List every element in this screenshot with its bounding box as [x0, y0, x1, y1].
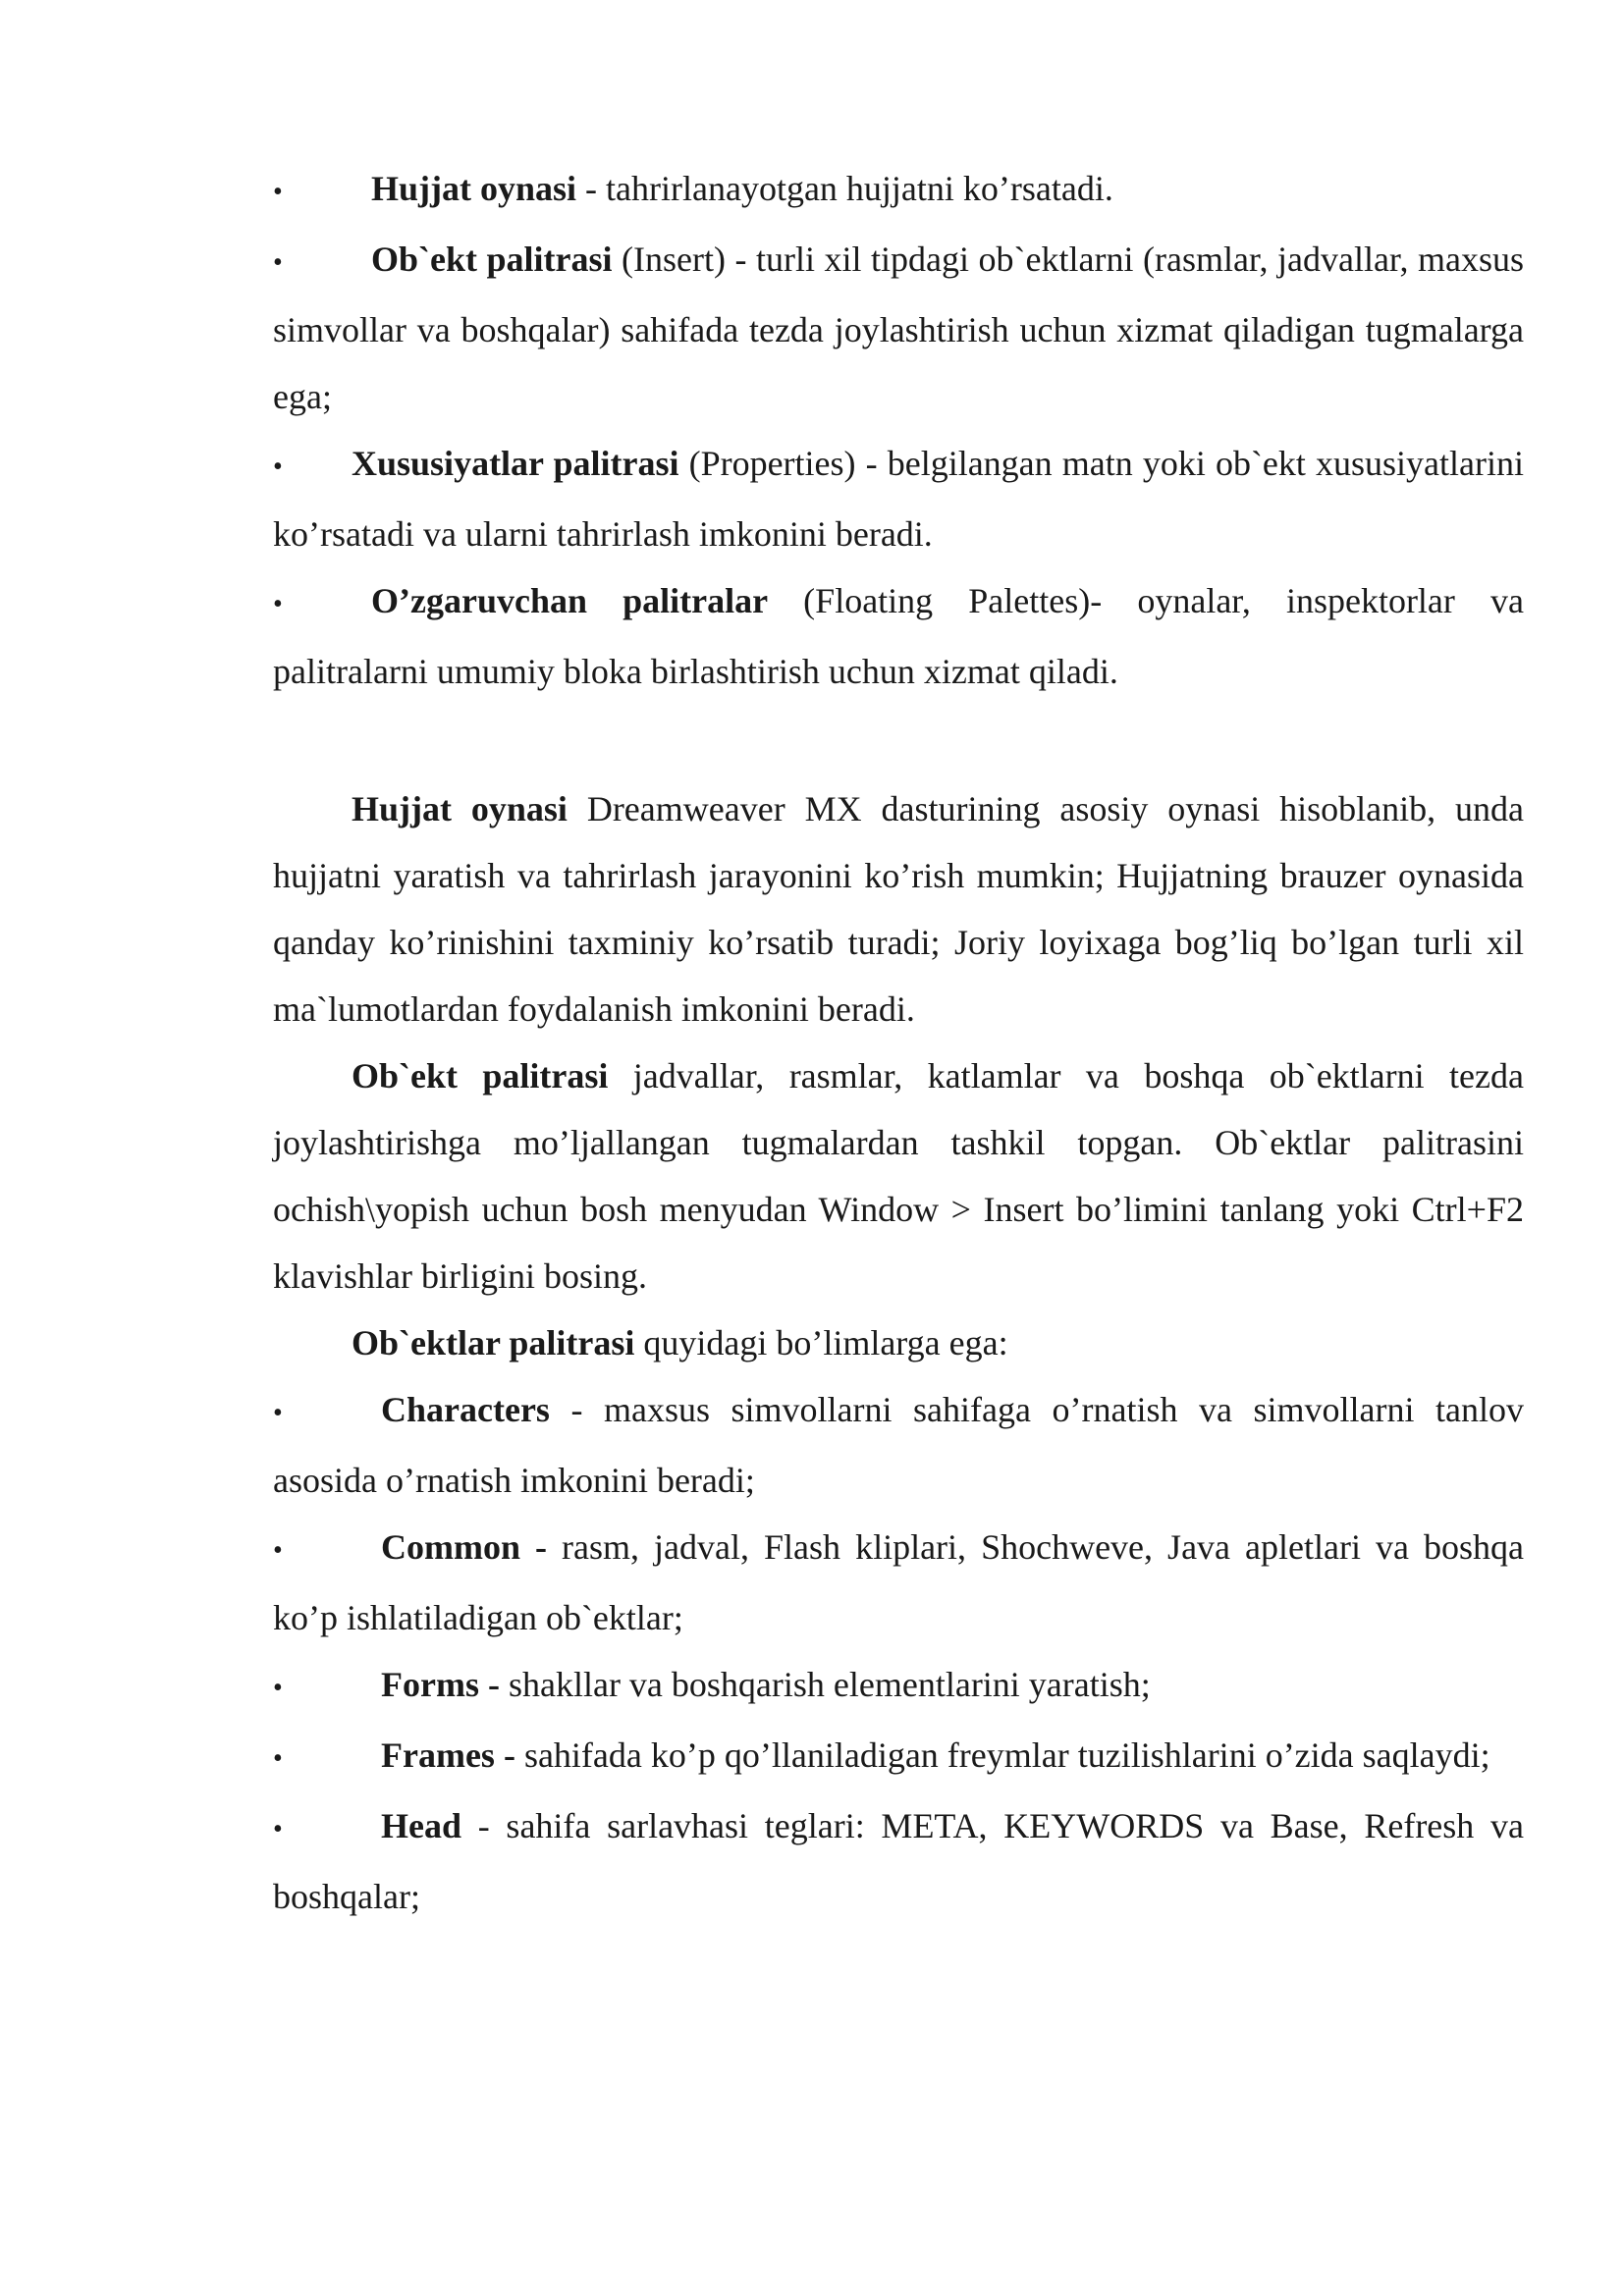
item-text: shakllar va boshqarish elementlarini yaratish;	[499, 1665, 1151, 1704]
item-term: Head	[381, 1806, 462, 1845]
item-text: rasm, jadval, Flash kliplari, Shochweve, Java apletlari va boshqa ko’p ishlatiladigan ob`ektlar;	[273, 1527, 1525, 1637]
document-page	[273, 155, 1524, 1930]
item-text: - tahrirlanayotgan hujjatni ko’rsatadi.	[576, 169, 1113, 208]
section-spacer	[273, 705, 1524, 775]
item-text: (Floating Palettes)- oynalar, inspektorlar va palitralarni umumiy bloka birlashtirish uchun xizmat qiladi.	[273, 581, 1524, 691]
item-term: Common -	[381, 1527, 548, 1567]
item-text: (Properties) - belgilangan matn yoki ob`ekt xususiyatlarini ko’rsatadi va ularni tahrirlash imkonini beradi.	[273, 444, 1524, 554]
paragraph	[273, 775, 1524, 1042]
bullet-list-top	[273, 155, 1524, 705]
item-text: - sahifa sarlavhasi teglari: META, KEYWORDS va Base, Refresh va boshqalar;	[273, 1806, 1524, 1916]
list-item: • Forms - shakllar va boshqarish elementlarini yaratish;	[273, 1665, 1151, 1704]
item-text: - maxsus simvollarni sahifaga o’rnatish va simvollarni tanlov asosida o’rnatish imkonini beradi;	[273, 1390, 1524, 1500]
item-term: Frames -	[381, 1735, 515, 1775]
bullet-list-bottom	[273, 1376, 1524, 1930]
paragraph-term: Ob`ekt palitrasi	[352, 1056, 609, 1095]
item-term: Characters	[381, 1390, 550, 1429]
list-item: • Characters - maxsus simvollarni sahifaga o’rnatish va simvollarni tanlov asosida o’rnatish imkonini beradi;	[273, 1390, 1524, 1500]
item-term: Ob`ekt palitrasi	[371, 240, 613, 279]
list-item: • Head - sahifa sarlavhasi teglari: META, KEYWORDS va Base, Refresh va boshqalar;	[273, 1806, 1524, 1916]
item-term: O’zgaruvchan palitralar	[371, 581, 769, 620]
list-item: • Common - rasm, jadval, Flash kliplari, Shochweve, Java apletlari va boshqa ko’p ishlatiladigan ob`ektlar;	[273, 1527, 1525, 1637]
item-term: Forms -	[381, 1665, 500, 1704]
list-item: • Ob`ekt palitrasi (Insert) - turli xil tipdagi ob`ektlarni (rasmlar, jadvallar, maxsus simvollar va boshqalar) sahifada tezda joylashtirish uchun xizmat qiladigan tugmalarga ega;	[273, 240, 1524, 416]
item-text: sahifada ko’p qo’llaniladigan freymlar tuzilishlarini o’zida saqlaydi;	[514, 1735, 1490, 1775]
list-item: • Frames - sahifada ko’p qo’llaniladigan freymlar tuzilishlarini o’zida saqlaydi;	[273, 1735, 1490, 1775]
paragraph-text: Dreamweaver MX dasturining asosiy oynasi hisoblanib, unda hujjatni yaratish va tahrirlash jarayonini ko’rish mumkin; Hujjatning brauzer oynasida qanday ko’rinishini taxminiy ko’rsatib turadi; Joriy loyixaga bog’liq bo’lgan turli xil ma`lumotlardan foydalanish imkonini beradi.	[273, 789, 1524, 1029]
paragraph	[273, 1309, 1524, 1376]
list-item: • O’zgaruvchan palitralar (Floating Palettes)- oynalar, inspektorlar va palitralarni umumiy bloka birlashtirish uchun xizmat qiladi.	[273, 581, 1524, 691]
list-item: • Xususiyatlar palitrasi (Properties) - belgilangan matn yoki ob`ekt xususiyatlarini ko’rsatadi va ularni tahrirlash imkonini beradi.	[273, 444, 1524, 554]
list-item: • Hujjat oynasi - tahrirlanayotgan hujjatni ko’rsatadi.	[273, 169, 1113, 208]
item-text: (Insert) - turli xil tipdagi ob`ektlarni (rasmlar, jadvallar, maxsus simvollar va boshqalar) sahifada tezda joylashtirish uchun xizmat qiladigan tugmalarga ega;	[273, 240, 1524, 416]
item-term: Hujjat oynasi	[371, 169, 577, 208]
paragraph-term: Hujjat oynasi	[352, 789, 568, 828]
body-paragraphs	[273, 775, 1524, 1376]
paragraph	[273, 1042, 1524, 1309]
paragraph-text: quyidagi bo’limlarga ega:	[634, 1323, 1008, 1362]
item-term: Xususiyatlar palitrasi	[352, 444, 679, 483]
paragraph-term: Ob`ektlar palitrasi	[352, 1323, 635, 1362]
paragraph-text: jadvallar, rasmlar, katlamlar va boshqa ob`ektlarni tezda joylashtirishga mo’ljallangan tugmalardan tashkil topgan. Ob`ektlar palitrasini ochish\yopish uchun bosh menyudan Window > Insert bo’limini tanlang yoki Ctrl+F2 klavishlar birligini bosing.	[273, 1056, 1524, 1296]
